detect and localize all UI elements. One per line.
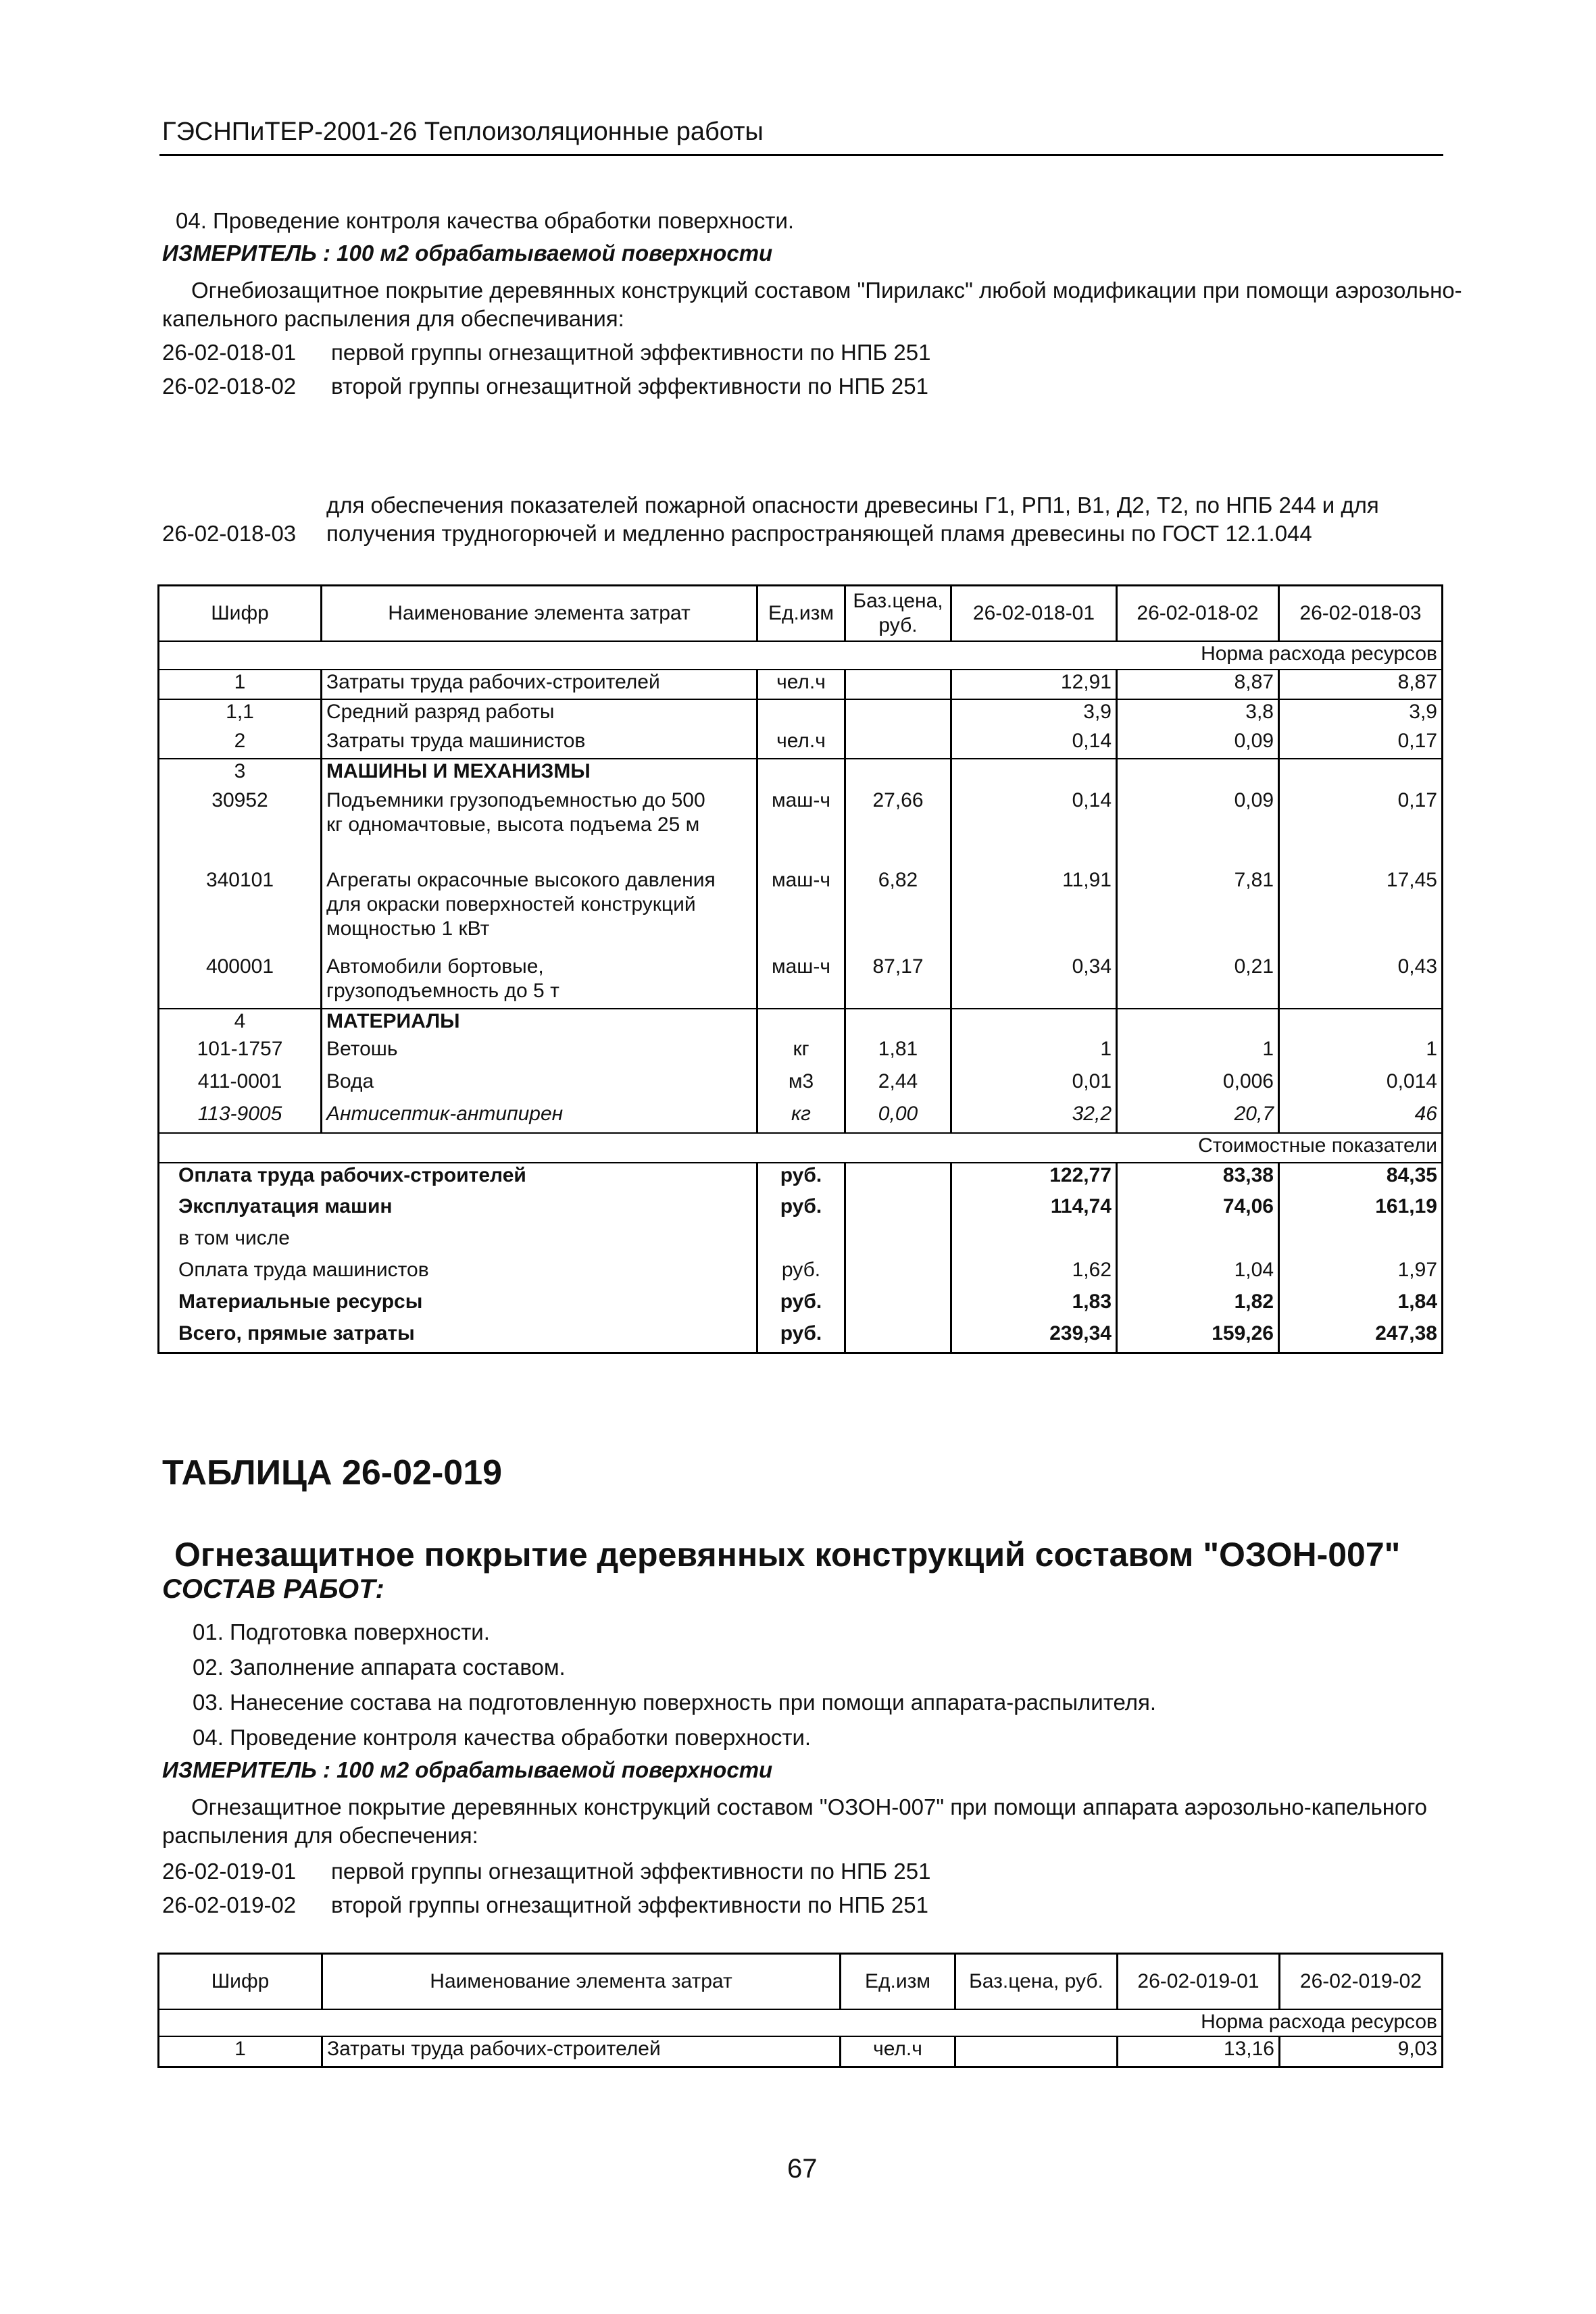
row-value: 8,87 (1279, 670, 1443, 699)
code-description: для обеспечения показателей пожарной опасности древесины Г1, РП1, В1, Д2, Т2, по НПБ 244 и для (326, 493, 1379, 518)
row-price: 27,66 (845, 788, 951, 868)
column-header: Баз.цена, руб. (955, 1954, 1118, 2009)
row-name-line: Антисептик-антипирен (326, 1102, 564, 1125)
row-value (951, 1009, 1117, 1037)
column-header: Ед.изм (757, 586, 845, 641)
row-value: 0,09 (1117, 729, 1279, 759)
cost-row (159, 1194, 1443, 1226)
cost-empty (845, 1226, 951, 1258)
norm-label: Норма расхода ресурсов (159, 641, 1443, 670)
cost-empty (845, 1163, 951, 1194)
row-price: 6,82 (845, 868, 951, 955)
code-description: первой группы огнезащитной эффективности по НПБ 251 (331, 340, 931, 365)
row-value (951, 759, 1117, 788)
row-value: 1 (951, 1037, 1117, 1070)
row-code: 4 (159, 1009, 322, 1037)
cost-value (1117, 1226, 1279, 1258)
cost-value: 1,84 (1279, 1290, 1443, 1322)
row-code: 400001 (159, 955, 322, 1009)
code-description: первой группы огнезащитной эффективности по НПБ 251 (331, 1859, 931, 1884)
work-composition-label: СОСТАВ РАБОТ: (162, 1574, 384, 1604)
column-header: 26-02-019-01 (1118, 1954, 1280, 2009)
row-price (845, 729, 951, 759)
table-row (159, 955, 1443, 1009)
cost-empty (845, 1290, 951, 1322)
norm-label: Норма расхода ресурсов (159, 2009, 1443, 2036)
row-name-line: Ветошь (326, 1037, 398, 1060)
row-value: 0,01 (951, 1070, 1117, 1102)
table-row (159, 670, 1443, 699)
row-code: 3 (159, 759, 322, 788)
row-price (845, 1009, 951, 1037)
table-number-title: ТАБЛИЦА 26-02-019 (162, 1453, 503, 1492)
cost-value: 239,34 (951, 1322, 1117, 1353)
column-header: Наименование элемента затрат (322, 586, 757, 641)
row-code: 101-1757 (159, 1037, 322, 1070)
cost-unit (757, 1226, 845, 1258)
row-unit: чел.ч (757, 729, 845, 759)
row-value: 13,16 (1118, 2036, 1280, 2067)
code-id: 26-02-018-03 (162, 521, 297, 546)
code-id: 26-02-019-02 (162, 1892, 297, 1917)
row-name-line: Агрегаты окрасочные высокого давления (326, 868, 716, 891)
row-code: 30952 (159, 788, 322, 868)
cost-value: 84,35 (1279, 1163, 1443, 1194)
row-unit: м3 (757, 1070, 845, 1102)
section-title: Огнезащитное покрытие деревянных конструкций составом "ОЗОН-007" (174, 1536, 1401, 1574)
row-value (1117, 759, 1279, 788)
row-value: 0,09 (1117, 788, 1279, 868)
row-name (322, 759, 757, 788)
column-header: 26-02-018-03 (1279, 586, 1443, 641)
column-header: Баз.цена, руб. (845, 586, 951, 641)
page-header: ГЭСНПиТЕР-2001-26 Теплоизоляционные работы (162, 118, 764, 146)
cost-unit: руб. (757, 1258, 845, 1290)
cost-value: 1,04 (1117, 1258, 1279, 1290)
step-04: 04. Проведение контроля качества обработки поверхности. (176, 208, 795, 233)
table-row (159, 1009, 1443, 1037)
row-value: 0,17 (1279, 729, 1443, 759)
cost-value: 1,83 (951, 1290, 1117, 1322)
row-code: 340101 (159, 868, 322, 955)
row-unit: кг (757, 1102, 845, 1133)
row-name (322, 729, 757, 759)
row-price (845, 759, 951, 788)
row-code: 1,1 (159, 699, 322, 729)
row-name-line: Средний разряд работы (326, 700, 555, 723)
row-name-line: Автомобили бортовые, (326, 955, 544, 978)
column-header: 26-02-018-01 (951, 586, 1117, 641)
cost-empty (845, 1322, 951, 1353)
row-name (322, 699, 757, 729)
column-header: Наименование элемента затрат (322, 1954, 841, 2009)
row-code: 1 (159, 2036, 322, 2067)
row-code: 411-0001 (159, 1070, 322, 1102)
code-description: получения трудногорючей и медленно распространяющей пламя древесины по ГОСТ 12.1.044 (326, 521, 1312, 546)
code-id: 26-02-018-02 (162, 374, 297, 399)
row-unit: маш-ч (757, 955, 845, 1009)
row-value: 0,21 (1117, 955, 1279, 1009)
cost-label-cell: Оплата труда рабочих-строителей (159, 1163, 757, 1194)
row-value: 3,9 (1279, 699, 1443, 729)
row-value: 12,91 (951, 670, 1117, 699)
meter-label: ИЗМЕРИТЕЛЬ : 100 м2 обрабатываемой поверхности (162, 241, 773, 266)
row-value: 0,014 (1279, 1070, 1443, 1102)
row-price: 0,00 (845, 1102, 951, 1133)
cost-row (159, 1258, 1443, 1290)
cost-unit: руб. (757, 1194, 845, 1226)
row-name (322, 868, 757, 955)
cost-empty (845, 1194, 951, 1226)
row-unit: кг (757, 1037, 845, 1070)
row-name (322, 670, 757, 699)
cost-value: 247,38 (1279, 1322, 1443, 1353)
row-value (1117, 1009, 1279, 1037)
cost-value: 161,19 (1279, 1194, 1443, 1226)
row-name: Затраты труда рабочих-строителей (322, 2036, 841, 2067)
row-value: 32,2 (951, 1102, 1117, 1133)
row-name (322, 1009, 757, 1037)
table-row (159, 729, 1443, 759)
cost-value: 83,38 (1117, 1163, 1279, 1194)
row-name-line: МАТЕРИАЛЫ (326, 1009, 460, 1032)
code-description: второй группы огнезащитной эффективности по НПБ 251 (331, 374, 928, 399)
cost-empty (845, 1258, 951, 1290)
row-name-line: Вода (326, 1070, 374, 1092)
row-price: 1,81 (845, 1037, 951, 1070)
row-unit: чел.ч (757, 670, 845, 699)
table-row (159, 759, 1443, 788)
work-step: 03. Нанесение состава на подготовленную поверхность при помощи аппарата-распылителя. (193, 1690, 1157, 1715)
row-code: 2 (159, 729, 322, 759)
row-unit (757, 699, 845, 729)
cost-label-cell: Эксплуатация машин (159, 1194, 757, 1226)
cost-value: 1,82 (1117, 1290, 1279, 1322)
cost-label: Стоимостные показатели (159, 1133, 1443, 1163)
cost-label-cell: Материальные ресурсы (159, 1290, 757, 1322)
row-unit: чел.ч (841, 2036, 955, 2067)
cost-value: 1,97 (1279, 1258, 1443, 1290)
code-id: 26-02-018-01 (162, 340, 297, 365)
row-value: 9,03 (1280, 2036, 1443, 2067)
row-value (1279, 759, 1443, 788)
row-price (845, 699, 951, 729)
row-price (955, 2036, 1118, 2067)
cost-value (1279, 1226, 1443, 1258)
row-value: 0,14 (951, 729, 1117, 759)
row-name (322, 955, 757, 1009)
cost-label-cell: Оплата труда машинистов (159, 1258, 757, 1290)
cost-value: 74,06 (1117, 1194, 1279, 1226)
description-line-1: Огнебиозащитное покрытие деревянных конструкций составом "Пирилакс" любой модификации при помощи аэрозольно- (191, 278, 1462, 303)
description-line-2: распыления для обеспечения: (162, 1823, 478, 1848)
cost-row (159, 1226, 1443, 1258)
cost-value: 159,26 (1117, 1322, 1279, 1353)
table-row (159, 1102, 1443, 1133)
row-name (322, 1037, 757, 1070)
row-name-line: для окраски поверхностей конструкций (326, 892, 696, 915)
resource-table-1 (157, 584, 1443, 1354)
cost-unit: руб. (757, 1290, 845, 1322)
row-name-line: кг одномачтовые, высота подъема 25 м (326, 813, 700, 836)
row-name (322, 1070, 757, 1102)
column-header: Ед.изм (841, 1954, 955, 2009)
page-number: 67 (787, 2154, 818, 2184)
header-rule (159, 154, 1443, 156)
row-value: 3,9 (951, 699, 1117, 729)
row-name-line: мощностью 1 кВт (326, 917, 490, 940)
row-value (1279, 1009, 1443, 1037)
row-unit (757, 759, 845, 788)
row-name-line: Затраты труда рабочих-строителей (326, 670, 660, 693)
row-value: 46 (1279, 1102, 1443, 1133)
column-header: 26-02-019-02 (1280, 1954, 1443, 2009)
row-unit: маш-ч (757, 788, 845, 868)
row-value: 0,43 (1279, 955, 1443, 1009)
row-price: 87,17 (845, 955, 951, 1009)
row-value: 1 (1117, 1037, 1279, 1070)
column-header: Шифр (159, 1954, 322, 2009)
cost-value: 1,62 (951, 1258, 1117, 1290)
column-header: Шифр (159, 586, 322, 641)
table-row (159, 1037, 1443, 1070)
cost-label-cell: в том числе (159, 1226, 757, 1258)
cost-label-cell: Всего, прямые затраты (159, 1322, 757, 1353)
code-id: 26-02-019-01 (162, 1859, 297, 1884)
row-name (322, 788, 757, 868)
cost-value: 114,74 (951, 1194, 1117, 1226)
code-description: второй группы огнезащитной эффективности по НПБ 251 (331, 1892, 928, 1917)
row-value: 3,8 (1117, 699, 1279, 729)
cost-unit: руб. (757, 1163, 845, 1194)
row-value: 0,006 (1117, 1070, 1279, 1102)
row-price (845, 670, 951, 699)
table-row (159, 2036, 1443, 2067)
row-name-line: Подъемники грузоподъемностью до 500 (326, 788, 705, 811)
cost-row (159, 1290, 1443, 1322)
row-name-line: МАШИНЫ И МЕХАНИЗМЫ (326, 759, 591, 782)
cost-value (951, 1226, 1117, 1258)
description-line-2: капельного распыления для обеспечивания: (162, 306, 624, 331)
row-value: 1 (1279, 1037, 1443, 1070)
cost-row (159, 1322, 1443, 1353)
row-value: 8,87 (1117, 670, 1279, 699)
row-name-line: Затраты труда машинистов (326, 729, 586, 752)
table-row (159, 788, 1443, 868)
cost-value: 122,77 (951, 1163, 1117, 1194)
row-unit (757, 1009, 845, 1037)
row-value: 17,45 (1279, 868, 1443, 955)
row-value: 7,81 (1117, 868, 1279, 955)
row-name (322, 1102, 757, 1133)
row-code: 113-9005 (159, 1102, 322, 1133)
row-price: 2,44 (845, 1070, 951, 1102)
work-step: 01. Подготовка поверхности. (193, 1619, 490, 1644)
resource-table-2 (157, 1953, 1443, 2068)
row-unit: маш-ч (757, 868, 845, 955)
row-name-line: грузоподъемность до 5 т (326, 979, 559, 1002)
row-value: 0,34 (951, 955, 1117, 1009)
row-value: 20,7 (1117, 1102, 1279, 1133)
row-value: 0,14 (951, 788, 1117, 868)
row-value: 0,17 (1279, 788, 1443, 868)
cost-row (159, 1163, 1443, 1194)
table-row (159, 868, 1443, 955)
meter-label: ИЗМЕРИТЕЛЬ : 100 м2 обрабатываемой поверхности (162, 1757, 773, 1782)
table-row (159, 1070, 1443, 1102)
column-header: 26-02-018-02 (1117, 586, 1279, 641)
row-code: 1 (159, 670, 322, 699)
description-line-1: Огнезащитное покрытие деревянных конструкций составом "ОЗОН-007" при помощи аппарата аэрозольно-капельного (191, 1794, 1428, 1819)
work-step: 02. Заполнение аппарата составом. (193, 1655, 566, 1680)
work-step: 04. Проведение контроля качества обработки поверхности. (193, 1725, 812, 1750)
table-row (159, 699, 1443, 729)
cost-unit: руб. (757, 1322, 845, 1353)
row-value: 11,91 (951, 868, 1117, 955)
